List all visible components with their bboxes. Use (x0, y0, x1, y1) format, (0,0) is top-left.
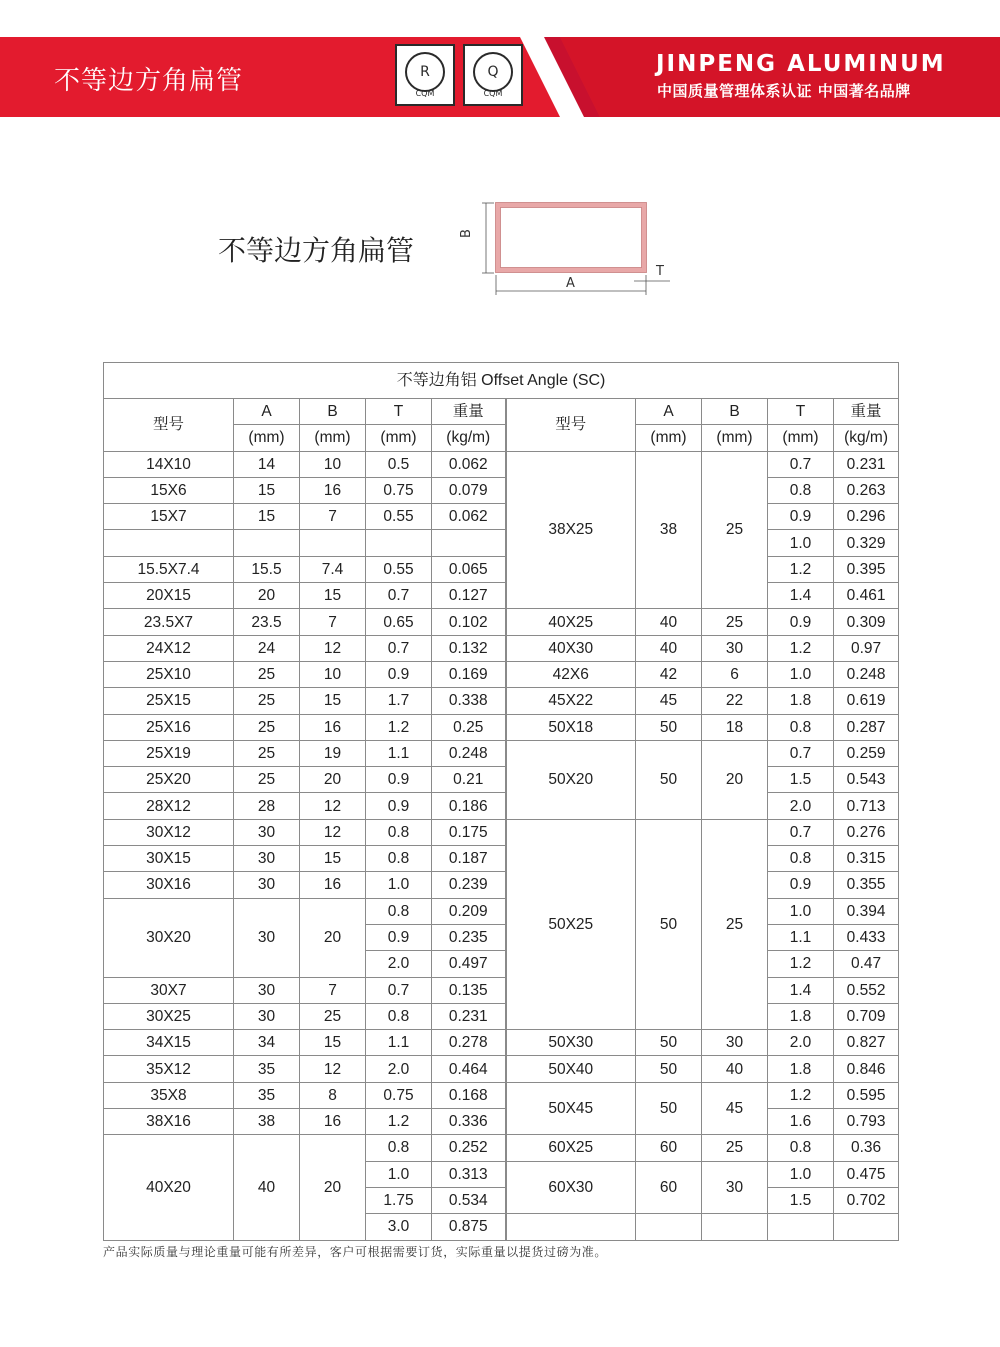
header-a: A (636, 399, 702, 425)
cell-weight: 0.127 (432, 583, 506, 609)
cell-model (104, 530, 234, 556)
table-row (104, 1030, 899, 1056)
table-row (104, 635, 899, 661)
cell-weight: 0.186 (432, 793, 506, 819)
cell-t: 0.8 (366, 1135, 432, 1161)
cell-t: 0.55 (366, 556, 432, 582)
cell-b: 8 (300, 1082, 366, 1108)
cell-a: 30 (234, 819, 300, 845)
label-a: A (566, 276, 575, 291)
cell-b: 12 (300, 635, 366, 661)
cell-weight: 0.132 (432, 635, 506, 661)
cell-t: 0.9 (768, 872, 834, 898)
cell-weight: 0.287 (834, 714, 899, 740)
cell-empty (834, 1214, 899, 1240)
cell-b: 25 (702, 451, 768, 609)
cell-a: 42 (636, 661, 702, 687)
cell-weight: 0.595 (834, 1082, 899, 1108)
cell-a: 14 (234, 451, 300, 477)
header-unit: (mm) (366, 425, 432, 451)
cell-b: 6 (702, 661, 768, 687)
cell-model: 30X20 (104, 898, 234, 977)
quality-icon: Q (473, 52, 513, 92)
cell-t: 0.75 (366, 1082, 432, 1108)
cell-weight: 0.065 (432, 556, 506, 582)
cell-a: 34 (234, 1030, 300, 1056)
cell-t: 1.2 (768, 556, 834, 582)
cell-b: 25 (702, 1135, 768, 1161)
header-b: B (300, 399, 366, 425)
cell-weight: 0.276 (834, 819, 899, 845)
cell-weight: 0.793 (834, 1109, 899, 1135)
cell-weight: 0.355 (834, 872, 899, 898)
cell-model: 34X15 (104, 1030, 234, 1056)
cell-t: 1.0 (768, 530, 834, 556)
table-row (104, 1056, 899, 1082)
cell-model: 30X15 (104, 846, 234, 872)
cell-t: 1.2 (366, 714, 432, 740)
cell-model: 50X25 (506, 819, 636, 1029)
cell-a: 30 (234, 872, 300, 898)
cell-t: 0.9 (366, 661, 432, 687)
cell-t: 0.9 (768, 504, 834, 530)
cell-t: 1.75 (366, 1187, 432, 1213)
cell-t: 2.0 (768, 793, 834, 819)
cell-t: 0.8 (768, 477, 834, 503)
cell-a: 60 (636, 1161, 702, 1214)
cell-t: 1.0 (768, 1161, 834, 1187)
page-title: 不等边方角扁管 (54, 66, 244, 96)
cell-model: 15X6 (104, 477, 234, 503)
cell-b: 30 (702, 1161, 768, 1214)
header-model: 型号 (506, 399, 636, 452)
header-b: B (702, 399, 768, 425)
cell-weight: 0.534 (432, 1187, 506, 1213)
cell-weight: 0.543 (834, 767, 899, 793)
spec-table (103, 362, 899, 1241)
cell-b: 15 (300, 688, 366, 714)
table-row (104, 846, 899, 872)
cell-t: 0.8 (366, 819, 432, 845)
cell-model: 28X12 (104, 793, 234, 819)
table-row (104, 1135, 899, 1161)
cell-model: 15.5X7.4 (104, 556, 234, 582)
cell-b (300, 530, 366, 556)
cell-model: 60X25 (506, 1135, 636, 1161)
cell-weight: 0.248 (834, 661, 899, 687)
table-row (104, 504, 899, 530)
cell-model: 42X6 (506, 661, 636, 687)
cell-weight: 0.248 (432, 740, 506, 766)
cell-t (366, 530, 432, 556)
cell-a: 28 (234, 793, 300, 819)
cell-b: 7 (300, 977, 366, 1003)
cell-weight: 0.102 (432, 609, 506, 635)
cell-t: 1.2 (768, 635, 834, 661)
cell-model: 45X22 (506, 688, 636, 714)
cell-weight: 0.713 (834, 793, 899, 819)
cell-model: 50X20 (506, 740, 636, 819)
cell-a: 30 (234, 846, 300, 872)
cell-b: 7.4 (300, 556, 366, 582)
cell-weight: 0.21 (432, 767, 506, 793)
cell-t: 1.8 (768, 1003, 834, 1029)
cell-b: 15 (300, 846, 366, 872)
header-unit: (mm) (300, 425, 366, 451)
cell-t: 0.8 (366, 846, 432, 872)
cell-weight: 0.168 (432, 1082, 506, 1108)
cell-weight (432, 530, 506, 556)
cell-model: 14X10 (104, 451, 234, 477)
cell-a: 50 (636, 1082, 702, 1135)
cell-t: 0.8 (768, 714, 834, 740)
cell-a: 40 (636, 609, 702, 635)
cell-t: 0.9 (366, 793, 432, 819)
cell-a: 15 (234, 477, 300, 503)
cell-a: 30 (234, 898, 300, 977)
footnote: 产品实际质量与理论重量可能有所差异，客户可根据需要订货，实际重量以提货过磅为准。 (103, 1245, 608, 1259)
tube-cross-section-diagram (452, 195, 682, 300)
cell-weight: 0.36 (834, 1135, 899, 1161)
table-row (104, 688, 899, 714)
cell-a: 50 (636, 1030, 702, 1056)
cell-weight: 0.252 (432, 1135, 506, 1161)
cell-weight: 0.336 (432, 1109, 506, 1135)
cell-model: 25X16 (104, 714, 234, 740)
cell-t: 0.8 (366, 1003, 432, 1029)
table-caption: 不等边角铝 Offset Angle (SC) (104, 363, 899, 399)
cell-b: 12 (300, 819, 366, 845)
cell-a: 38 (636, 451, 702, 609)
cell-model: 25X20 (104, 767, 234, 793)
cell-t: 0.75 (366, 477, 432, 503)
cell-t: 1.1 (768, 924, 834, 950)
cell-a: 50 (636, 740, 702, 819)
cell-t: 0.9 (366, 767, 432, 793)
cell-model: 38X25 (506, 451, 636, 609)
cell-a: 15.5 (234, 556, 300, 582)
brand-tagline: 中国质量管理体系认证 中国著名品牌 (657, 82, 911, 100)
cell-t: 1.4 (768, 977, 834, 1003)
cell-b: 30 (702, 635, 768, 661)
cell-weight: 0.231 (834, 451, 899, 477)
cell-weight: 0.475 (834, 1161, 899, 1187)
cell-weight: 0.239 (432, 872, 506, 898)
cell-t: 0.7 (366, 977, 432, 1003)
cell-t: 1.7 (366, 688, 432, 714)
header-model: 型号 (104, 399, 234, 452)
label-t: T (656, 264, 664, 279)
table-row (104, 661, 899, 687)
spec-table-container (103, 362, 898, 1241)
cell-model: 20X15 (104, 583, 234, 609)
cell-a: 50 (636, 819, 702, 1029)
cell-weight: 0.846 (834, 1056, 899, 1082)
cell-weight: 0.97 (834, 635, 899, 661)
cell-b: 20 (300, 898, 366, 977)
cell-a: 25 (234, 714, 300, 740)
cell-a: 50 (636, 714, 702, 740)
cell-t: 0.9 (768, 609, 834, 635)
table-row (104, 556, 899, 582)
cell-b: 16 (300, 477, 366, 503)
table-row (104, 530, 899, 556)
cell-weight: 0.259 (834, 740, 899, 766)
cell-t: 1.8 (768, 688, 834, 714)
cell-weight: 0.263 (834, 477, 899, 503)
cell-b: 18 (702, 714, 768, 740)
cell-a: 40 (636, 635, 702, 661)
header-weight: 重量 (432, 399, 506, 425)
cell-weight: 0.709 (834, 1003, 899, 1029)
cell-b: 20 (300, 767, 366, 793)
header-a: A (234, 399, 300, 425)
header-unit: (mm) (768, 425, 834, 451)
cell-weight: 0.497 (432, 951, 506, 977)
cell-t: 1.8 (768, 1056, 834, 1082)
cell-model: 40X30 (506, 635, 636, 661)
cell-a: 30 (234, 1003, 300, 1029)
cell-t: 1.0 (366, 1161, 432, 1187)
cell-b: 16 (300, 714, 366, 740)
cell-t: 2.0 (366, 951, 432, 977)
cell-weight: 0.062 (432, 451, 506, 477)
cell-b: 15 (300, 583, 366, 609)
cell-model: 35X12 (104, 1056, 234, 1082)
header-weight: 重量 (834, 399, 899, 425)
cell-t: 1.2 (768, 951, 834, 977)
cell-weight: 0.135 (432, 977, 506, 1003)
cell-b: 20 (702, 740, 768, 819)
cell-weight: 0.552 (834, 977, 899, 1003)
cell-a: 40 (234, 1135, 300, 1240)
cqm-r-logo: R CQM (395, 44, 455, 106)
cell-t: 1.1 (366, 740, 432, 766)
cell-a: 25 (234, 767, 300, 793)
cell-t: 1.6 (768, 1109, 834, 1135)
cell-b: 19 (300, 740, 366, 766)
cell-b: 7 (300, 609, 366, 635)
cell-a: 20 (234, 583, 300, 609)
cell-t: 0.8 (768, 846, 834, 872)
cell-model: 23.5X7 (104, 609, 234, 635)
cell-empty (506, 1214, 636, 1240)
header-unit: (mm) (702, 425, 768, 451)
cell-a: 50 (636, 1056, 702, 1082)
cell-a: 60 (636, 1135, 702, 1161)
cell-a: 24 (234, 635, 300, 661)
cell-b: 25 (300, 1003, 366, 1029)
cell-b: 12 (300, 1056, 366, 1082)
cell-weight: 0.235 (432, 924, 506, 950)
cell-a (234, 530, 300, 556)
cell-t: 1.1 (366, 1030, 432, 1056)
cell-t: 0.55 (366, 504, 432, 530)
cell-weight: 0.47 (834, 951, 899, 977)
cell-weight: 0.187 (432, 846, 506, 872)
cell-t: 0.7 (366, 583, 432, 609)
cell-weight: 0.309 (834, 609, 899, 635)
cell-model: 38X16 (104, 1109, 234, 1135)
cell-weight: 0.209 (432, 898, 506, 924)
cell-t: 0.7 (768, 451, 834, 477)
cell-weight: 0.329 (834, 530, 899, 556)
cell-t: 1.0 (768, 898, 834, 924)
cell-weight: 0.25 (432, 714, 506, 740)
cell-weight: 0.315 (834, 846, 899, 872)
cell-b: 10 (300, 661, 366, 687)
cell-b: 20 (300, 1135, 366, 1240)
cell-empty (702, 1214, 768, 1240)
cell-b: 7 (300, 504, 366, 530)
cell-b: 40 (702, 1056, 768, 1082)
header-unit: (kg/m) (834, 425, 899, 451)
cell-b: 25 (702, 819, 768, 1029)
header-t: T (768, 399, 834, 425)
header-t: T (366, 399, 432, 425)
cell-model: 30X12 (104, 819, 234, 845)
cell-model: 25X15 (104, 688, 234, 714)
cell-weight: 0.169 (432, 661, 506, 687)
cell-weight: 0.394 (834, 898, 899, 924)
cell-model: 25X10 (104, 661, 234, 687)
cell-a: 38 (234, 1109, 300, 1135)
cell-b: 30 (702, 1030, 768, 1056)
registered-icon: R (405, 52, 445, 92)
header-unit: (mm) (234, 425, 300, 451)
cell-t: 0.65 (366, 609, 432, 635)
table-row (104, 977, 899, 1003)
cell-t: 1.0 (768, 661, 834, 687)
table-row (104, 1003, 899, 1029)
cell-a: 15 (234, 504, 300, 530)
cell-weight: 0.175 (432, 819, 506, 845)
cell-a: 25 (234, 661, 300, 687)
cell-model: 60X30 (506, 1161, 636, 1214)
table-row (104, 477, 899, 503)
cell-a: 30 (234, 977, 300, 1003)
cell-b: 22 (702, 688, 768, 714)
cell-weight: 0.827 (834, 1030, 899, 1056)
cell-weight: 0.062 (432, 504, 506, 530)
cell-weight: 0.461 (834, 583, 899, 609)
cell-t: 1.2 (366, 1109, 432, 1135)
cell-weight: 0.313 (432, 1161, 506, 1187)
cell-weight: 0.395 (834, 556, 899, 582)
cell-t: 0.8 (366, 898, 432, 924)
cell-weight: 0.231 (432, 1003, 506, 1029)
cell-t: 0.7 (768, 819, 834, 845)
cell-a: 25 (234, 740, 300, 766)
cell-model: 50X30 (506, 1030, 636, 1056)
table-row (104, 767, 899, 793)
table-row (104, 1109, 899, 1135)
header-unit: (mm) (636, 425, 702, 451)
table-row (104, 583, 899, 609)
table-row (104, 609, 899, 635)
cell-model: 40X20 (104, 1135, 234, 1240)
cell-model: 50X45 (506, 1082, 636, 1135)
cell-weight: 0.079 (432, 477, 506, 503)
header-unit: (kg/m) (432, 425, 506, 451)
cell-model: 24X12 (104, 635, 234, 661)
cell-weight: 0.619 (834, 688, 899, 714)
cell-b: 45 (702, 1082, 768, 1135)
brand-name: JINPENG ALUMINUM (656, 51, 946, 77)
table-row (104, 898, 899, 924)
cell-model: 50X18 (506, 714, 636, 740)
cell-t: 0.8 (768, 1135, 834, 1161)
cell-a: 35 (234, 1082, 300, 1108)
cell-a: 25 (234, 688, 300, 714)
cell-weight: 0.875 (432, 1214, 506, 1240)
cell-t: 3.0 (366, 1214, 432, 1240)
cell-a: 35 (234, 1056, 300, 1082)
cell-weight: 0.702 (834, 1187, 899, 1213)
cell-a: 23.5 (234, 609, 300, 635)
section-title: 不等边方角扁管 (218, 234, 415, 267)
cell-model: 40X25 (506, 609, 636, 635)
cell-t: 1.5 (768, 767, 834, 793)
cell-model: 50X40 (506, 1056, 636, 1082)
label-b: B (459, 229, 474, 238)
cell-t: 0.5 (366, 451, 432, 477)
table-row (104, 714, 899, 740)
cell-weight: 0.433 (834, 924, 899, 950)
cell-weight: 0.464 (432, 1056, 506, 1082)
cell-weight: 0.278 (432, 1030, 506, 1056)
table-row (104, 819, 899, 845)
cell-empty (768, 1214, 834, 1240)
cell-b: 16 (300, 872, 366, 898)
cell-b: 10 (300, 451, 366, 477)
cell-t: 2.0 (768, 1030, 834, 1056)
cell-b: 16 (300, 1109, 366, 1135)
table-row (104, 740, 899, 766)
cell-t: 1.4 (768, 583, 834, 609)
cell-weight: 0.338 (432, 688, 506, 714)
table-row (104, 872, 899, 898)
table-row (104, 451, 899, 477)
cell-model: 30X7 (104, 977, 234, 1003)
cell-b: 12 (300, 793, 366, 819)
cell-weight: 0.296 (834, 504, 899, 530)
cell-model: 30X25 (104, 1003, 234, 1029)
cell-t: 1.2 (768, 1082, 834, 1108)
cell-model: 35X8 (104, 1082, 234, 1108)
cqm-q-logo: Q CQM (463, 44, 523, 106)
cell-t: 0.9 (366, 924, 432, 950)
cell-b: 25 (702, 609, 768, 635)
cell-t: 1.5 (768, 1187, 834, 1213)
table-row (104, 793, 899, 819)
cell-model: 15X7 (104, 504, 234, 530)
cell-t: 0.7 (366, 635, 432, 661)
cell-b: 15 (300, 1030, 366, 1056)
table-row (104, 1082, 899, 1108)
cell-a: 45 (636, 688, 702, 714)
cell-model: 30X16 (104, 872, 234, 898)
cell-empty (636, 1214, 702, 1240)
cell-model: 25X19 (104, 740, 234, 766)
cell-t: 0.7 (768, 740, 834, 766)
cell-t: 1.0 (366, 872, 432, 898)
cell-t: 2.0 (366, 1056, 432, 1082)
